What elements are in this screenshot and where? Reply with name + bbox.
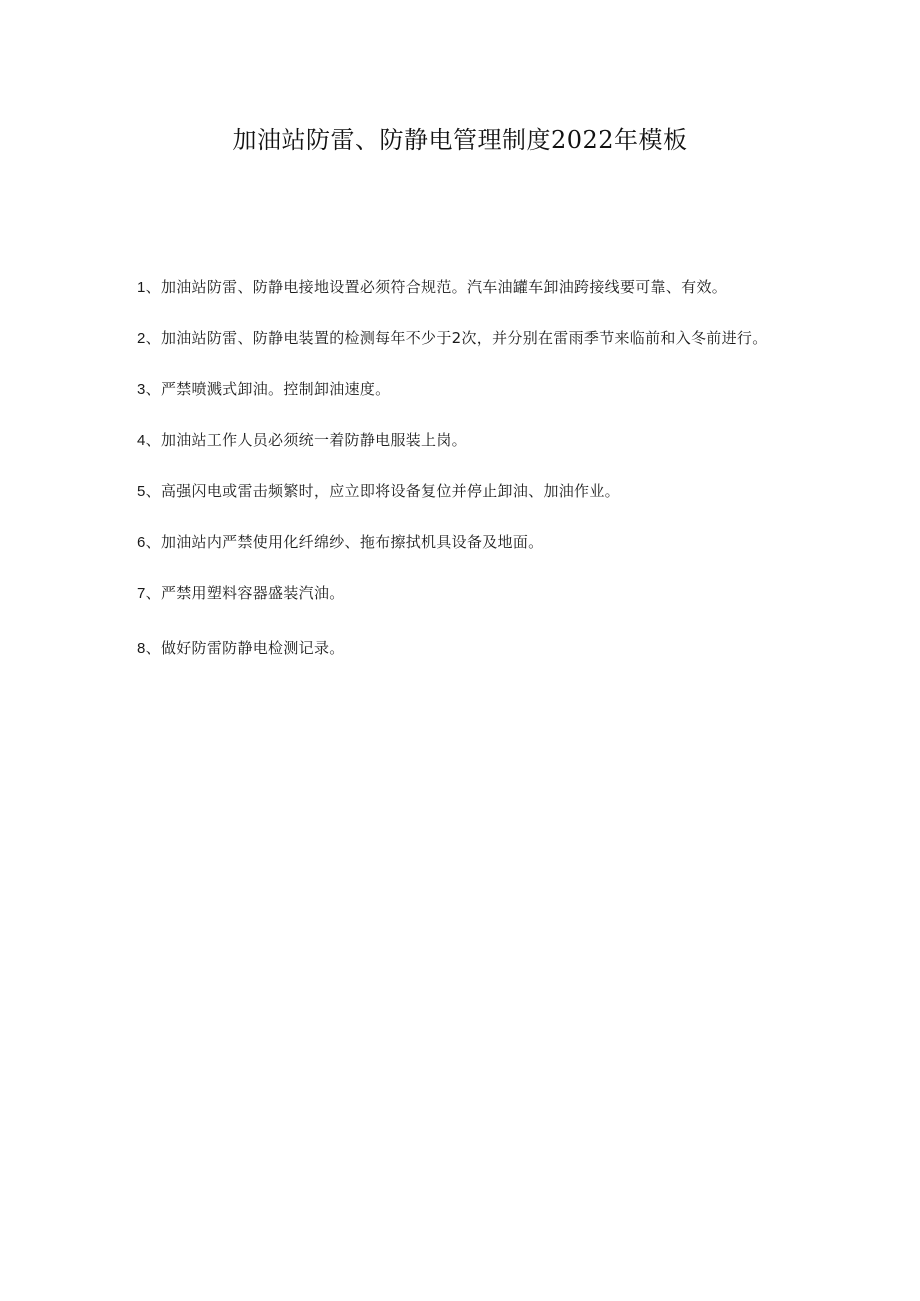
rules-list [137, 262, 787, 674]
rule-number: 6 [137, 534, 146, 551]
rule-number: 2 [137, 330, 146, 347]
rule-item-6 [137, 517, 787, 568]
rule-number: 5 [137, 483, 146, 500]
rule-item-1 [137, 262, 787, 313]
rule-text: 、加油站防雷、防静电接地设置必须符合规范。汽车油罐车卸油跨接线要可靠、有效。 [145, 278, 728, 296]
rule-item-2 [137, 313, 787, 364]
rule-number: 3 [137, 381, 146, 398]
rule-item-7 [137, 568, 787, 619]
rule-text: 、加油站内严禁使用化纤绵纱、拖布擦拭机具设备及地面。 [145, 533, 544, 551]
rule-text: 、严禁喷溅式卸油。控制卸油速度。 [145, 380, 391, 398]
rule-item-8 [137, 623, 787, 674]
rule-text: 、严禁用塑料容器盛装汽油。 [145, 584, 345, 602]
rule-text: 、加油站防雷、防静电装置的检测每年不少于2次，并分别在雷雨季节来临前和入冬前进行。 [145, 329, 768, 347]
rule-number: 4 [137, 432, 146, 449]
rule-item-3 [137, 364, 787, 415]
rule-text: 、做好防雷防静电检测记录。 [145, 639, 345, 657]
rule-item-4 [137, 415, 787, 466]
document-title: 加油站防雷、防静电管理制度2022年模板 [232, 126, 688, 154]
rule-item-5 [137, 466, 787, 517]
rule-number: 7 [137, 585, 146, 602]
rule-text: 、高强闪电或雷击频繁时，应立即将设备复位并停止卸油、加油作业。 [145, 482, 620, 500]
rule-number: 8 [137, 640, 146, 657]
rule-text: 、加油站工作人员必须统一着防静电服装上岗。 [145, 431, 467, 449]
rule-number: 1 [137, 279, 146, 296]
